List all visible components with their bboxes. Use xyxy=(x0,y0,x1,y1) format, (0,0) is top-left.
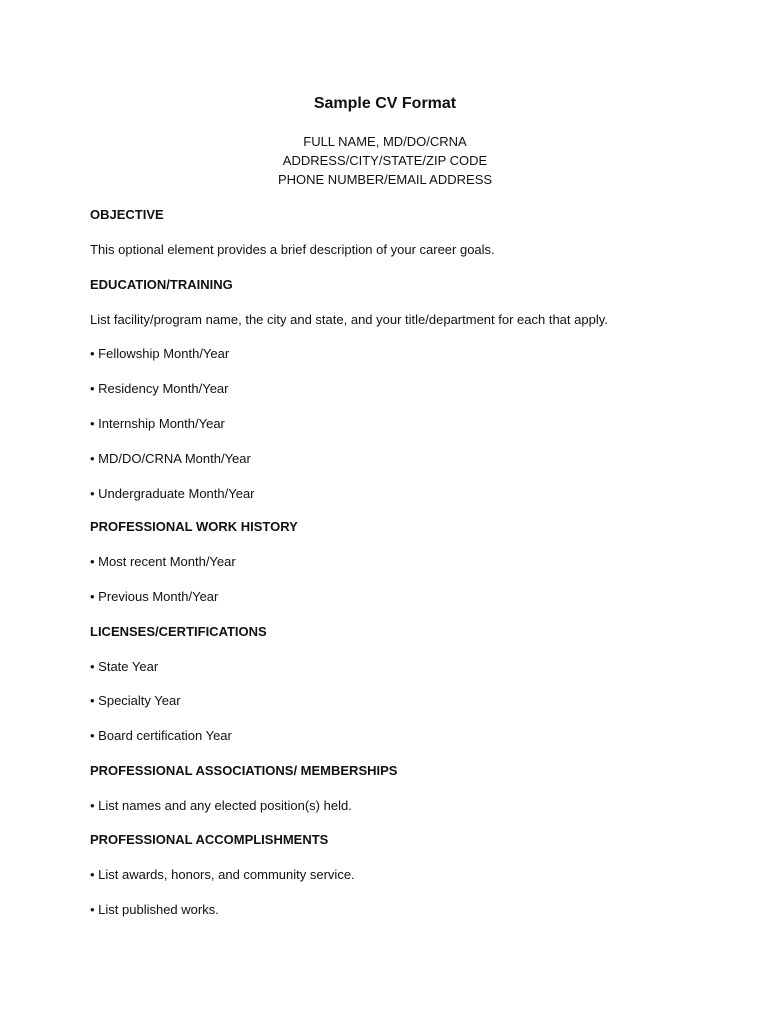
address-line: ADDRESS/CITY/STATE/ZIP CODE xyxy=(282,153,488,168)
document-title: Sample CV Format xyxy=(313,95,457,112)
associations-heading: PROFESSIONAL ASSOCIATIONS/ MEMBERSHIPS xyxy=(90,763,398,778)
accomplishments-item-awards: • List awards, honors, and community service. xyxy=(90,867,355,882)
licenses-item-specialty: • Specialty Year xyxy=(90,693,181,708)
education-text: List facility/program name, the city and state, and your title/department for each that apply. xyxy=(90,312,608,327)
objective-text: This optional element provides a brief description of your career goals. xyxy=(90,242,495,257)
work-history-heading: PROFESSIONAL WORK HISTORY xyxy=(90,519,298,534)
phone-email-line: PHONE NUMBER/EMAIL ADDRESS xyxy=(277,172,493,187)
education-item-undergraduate: • Undergraduate Month/Year xyxy=(90,486,255,501)
education-item-internship: • Internship Month/Year xyxy=(90,416,225,431)
education-item-residency: • Residency Month/Year xyxy=(90,381,229,396)
licenses-item-state: • State Year xyxy=(90,659,159,674)
contact-header xyxy=(0,132,770,189)
associations-item: • List names and any elected position(s) held. xyxy=(90,798,352,813)
work-history-item-previous: • Previous Month/Year xyxy=(90,589,219,604)
education-heading: EDUCATION/TRAINING xyxy=(90,277,233,292)
licenses-item-board: • Board certification Year xyxy=(90,728,232,743)
education-item-degree: • MD/DO/CRNA Month/Year xyxy=(90,451,251,466)
licenses-heading: LICENSES/CERTIFICATIONS xyxy=(90,624,267,639)
work-history-item-recent: • Most recent Month/Year xyxy=(90,554,236,569)
education-item-fellowship: • Fellowship Month/Year xyxy=(90,346,230,361)
objective-heading: OBJECTIVE xyxy=(90,207,164,222)
full-name-line: FULL NAME, MD/DO/CRNA xyxy=(303,134,467,149)
accomplishments-heading: PROFESSIONAL ACCOMPLISHMENTS xyxy=(90,832,329,847)
accomplishments-item-publications: • List published works. xyxy=(90,902,219,917)
